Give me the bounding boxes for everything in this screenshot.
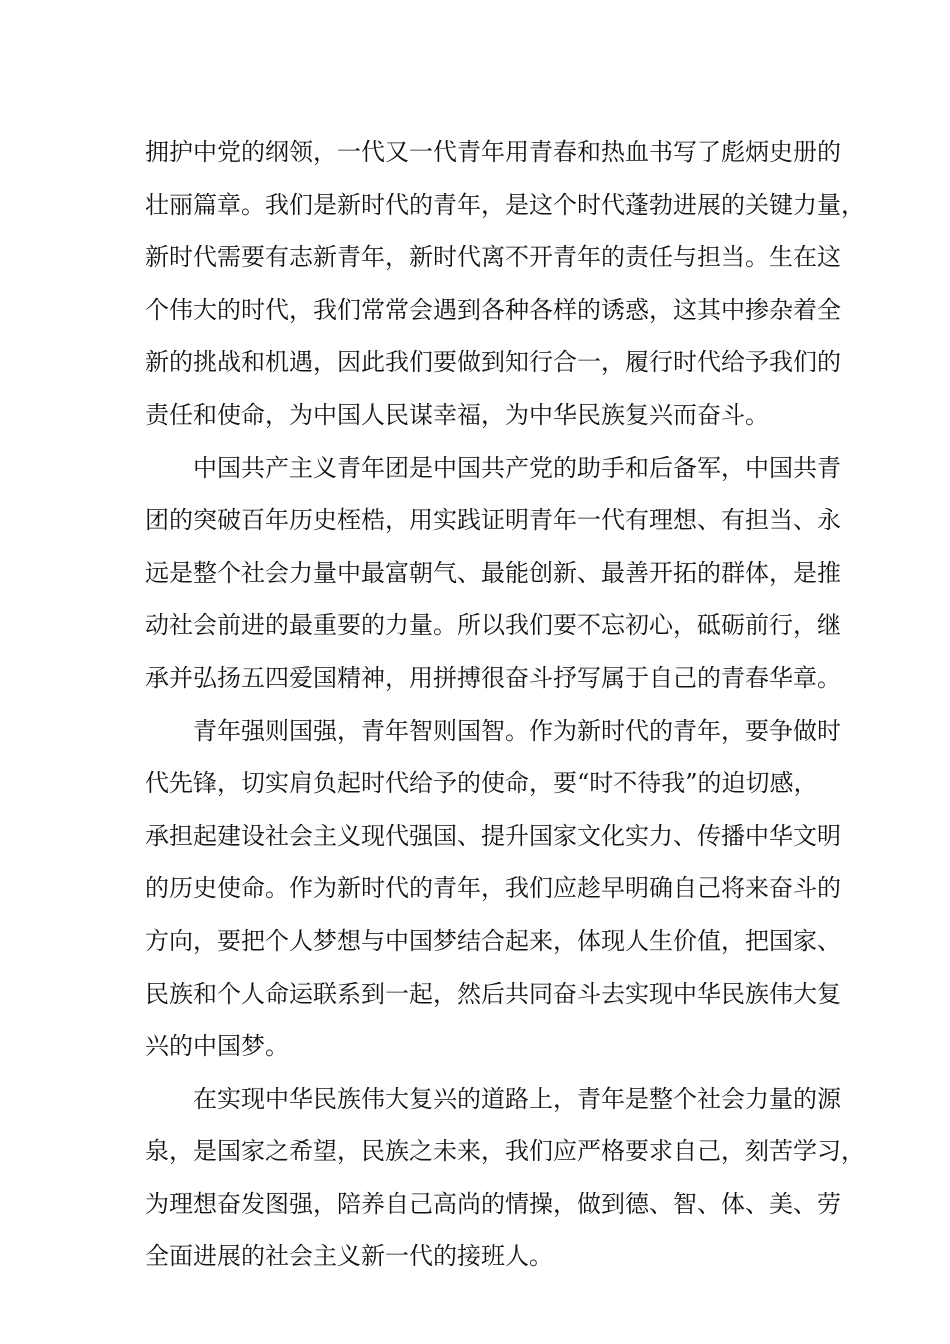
text-line: 为理想奋发图强，陪养自己高尚的情操，做到德、智、体、美、劳 bbox=[145, 1189, 841, 1218]
text-line: 民族和个人命运联系到一起，然后共同奋斗去实现中华民族伟大复 bbox=[145, 979, 841, 1008]
text-line: 全面进展的社会主义新一代的接班人。 bbox=[145, 1242, 553, 1271]
text-line: 兴的中国梦。 bbox=[145, 1032, 289, 1061]
text-line: 新时代需要有志新青年，新时代离不开青年的责任与担当。生在这 bbox=[145, 243, 841, 272]
document-body bbox=[145, 126, 865, 1283]
paragraph-first-line: 中国共产主义青年团是中国共产党的助手和后备军，中国共青 bbox=[193, 453, 841, 482]
text-line: 泉，是国家之希望，民族之未来，我们应严格要求自己，刻苦学习， bbox=[145, 1137, 865, 1166]
text-line: 责任和使命，为中国人民谋幸福，为中华民族复兴而奋斗。 bbox=[145, 400, 769, 429]
text-line: 新的挑战和机遇，因此我们要做到知行合一，履行时代给予我们的 bbox=[145, 348, 841, 377]
text-line: 动社会前进的最重要的力量。所以我们要不忘初心，砥砺前行，继 bbox=[145, 611, 841, 640]
text-line: 团的突破百年历史桎梏，用实践证明青年一代有理想、有担当、永 bbox=[145, 506, 841, 535]
text-line: 的历史使命。作为新时代的青年，我们应趁早明确自己将来奋斗的 bbox=[145, 874, 841, 903]
paragraph-first-line: 青年强则国强，青年智则国智。作为新时代的青年，要争做时 bbox=[193, 716, 841, 745]
paragraph-first-line: 在实现中华民族伟大复兴的道路上，青年是整个社会力量的源 bbox=[193, 1084, 841, 1113]
text-line: 方向，要把个人梦想与中国梦结合起来，体现人生价值，把国家、 bbox=[145, 926, 841, 955]
text-line: 个伟大的时代，我们常常会遇到各种各样的诱惑，这其中掺杂着全 bbox=[145, 295, 841, 324]
text-line: 承并弘扬五四爱国精神，用拼搏很奋斗抒写属于自己的青春华章。 bbox=[145, 663, 841, 692]
text-line: 代先锋，切实肩负起时代给予的使命，要“时不待我”的迫切感， bbox=[145, 769, 818, 798]
text-line: 承担起建设社会主义现代强国、提升国家文化实力、传播中华文明 bbox=[145, 821, 841, 850]
text-line: 壮丽篇章。我们是新时代的青年，是这个时代蓬勃进展的关键力量， bbox=[145, 190, 865, 219]
text-line: 远是整个社会力量中最富朝气、最能创新、最善开拓的群体，是推 bbox=[145, 558, 841, 587]
text-line: 拥护中党的纲领，一代又一代青年用青春和热血书写了彪炳史册的 bbox=[145, 138, 841, 166]
